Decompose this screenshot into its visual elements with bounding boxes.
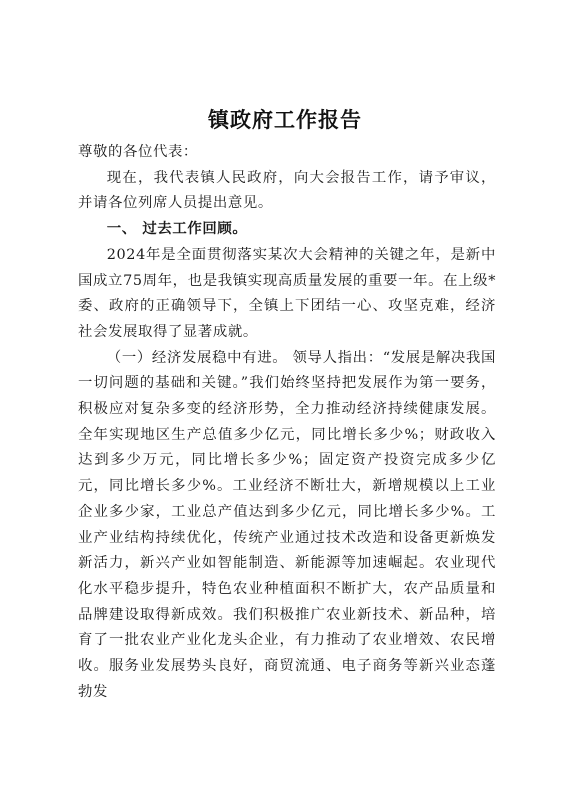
document-title: 镇政府工作报告 (208, 108, 362, 132)
paragraph-economy: （一）经济发展稳中有进。 领导人指出：“发展是解决我国一切问题的基础和关键。”我们始终坚持把发展作为第一要务，积极应对复杂多变的经济形势，全力推动经济持续健康发展。全年实现地区生产总值多少亿元，同比增长多少%；财政收入达到多少万元，同比增长多少%；固定资产投资完成多少亿元，同比增长多少%。工业经济不断壮大，新增规模以上工业企业多少家，工业总产值达到多少亿元，同比增长多少%。工业产业结构持续优化，传统产业通过技术改造和设备更新焕发新活力，新兴产业如智能制造、新能源等加速崛起。农业现代化水平稳步提升，特色农业种植面积不断扩大，农产品质量和品牌建设取得新成效。我们积极推广农业新技术、新品种，培育了一批农业产业化龙头企业，有力推动了农业增效、农民增收。服务业发展势头良好，商贸流通、电子商务等新兴业态蓬勃发 (78, 349, 496, 700)
paragraph-review: 2024年是全面贯彻落实某次大会精神的关键之年，是新中国成立75周年，也是我镇实现高质量发展的重要一年。在上级*委、政府的正确领导下，全镇上下团结一心、攻坚克难，经济社会发展取得了显著成就。 (78, 246, 496, 340)
salutation: 尊敬的各位代表： (78, 144, 198, 160)
section-heading: 一、 过去工作回顾。 (106, 221, 248, 238)
document-body (78, 140, 496, 705)
intro-paragraph: 现在，我代表镇人民政府，向大会报告工作，请予审议，并请各位列席人员提出意见。 (78, 169, 496, 212)
